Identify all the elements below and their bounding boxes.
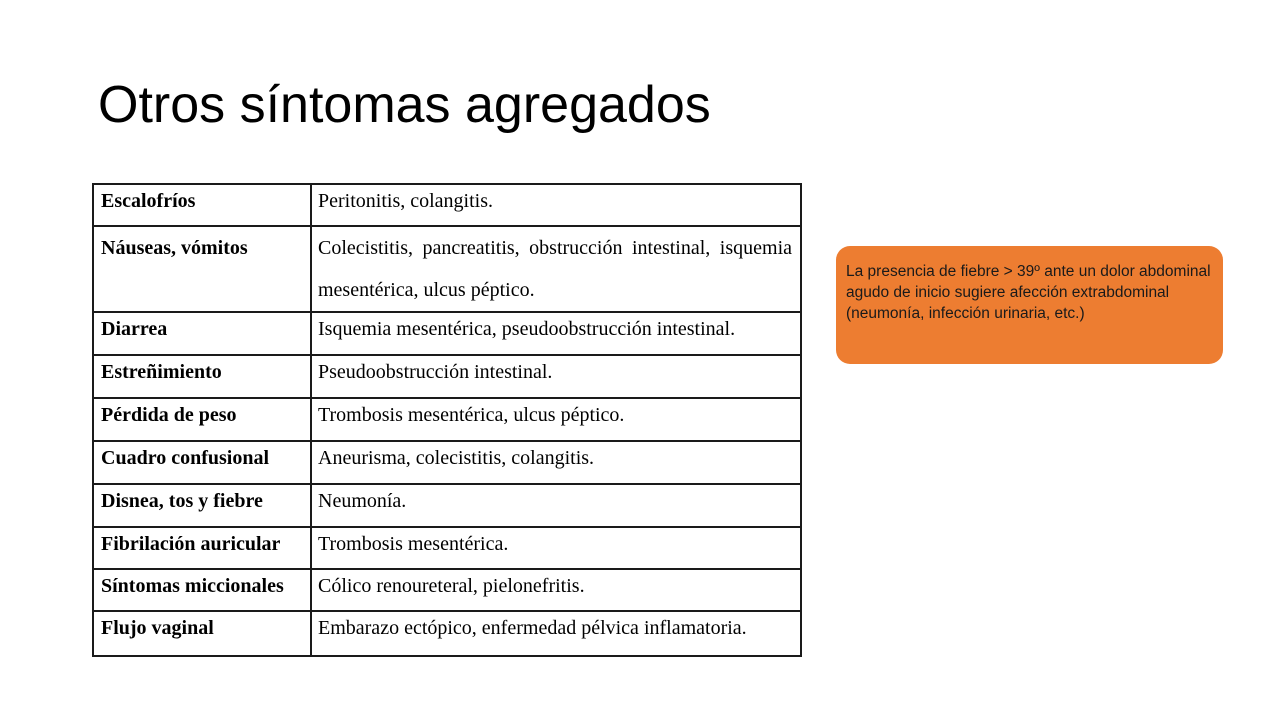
symptom-cell: Disnea, tos y fiebre bbox=[93, 484, 311, 527]
table-row bbox=[93, 484, 801, 527]
fever-note-callout bbox=[836, 246, 1223, 364]
symptom-cell: Síntomas miccionales bbox=[93, 569, 311, 611]
causes-cell: Embarazo ectópico, enfermedad pélvica inflamatoria. bbox=[311, 611, 801, 656]
causes-cell: Pseudoobstrucción intestinal. bbox=[311, 355, 801, 398]
symptom-cell: Flujo vaginal bbox=[93, 611, 311, 656]
table-row bbox=[93, 611, 801, 656]
callout-text: La presencia de fiebre > 39º ante un dolor abdominal agudo de inicio sugiere afección extrabdominal (neumonía, infección urinaria, etc.) bbox=[846, 263, 1211, 322]
causes-cell: Aneurisma, colecistitis, colangitis. bbox=[311, 441, 801, 484]
symptom-cell: Estreñimiento bbox=[93, 355, 311, 398]
causes-cell: Colecistitis, pancreatitis, obstrucción intestinal, isquemia mesentérica, ulcus péptico. bbox=[311, 226, 801, 312]
table-row bbox=[93, 226, 801, 312]
causes-cell: Cólico renoureteral, pielonefritis. bbox=[311, 569, 801, 611]
symptom-cell: Fibrilación auricular bbox=[93, 527, 311, 569]
table-row bbox=[93, 441, 801, 484]
causes-cell: Trombosis mesentérica. bbox=[311, 527, 801, 569]
causes-cell: Trombosis mesentérica, ulcus péptico. bbox=[311, 398, 801, 441]
causes-cell: Neumonía. bbox=[311, 484, 801, 527]
causes-cell: Isquemia mesentérica, pseudoobstrucción intestinal. bbox=[311, 312, 801, 355]
table-row bbox=[93, 398, 801, 441]
symptoms-table bbox=[92, 183, 802, 657]
table-row bbox=[93, 355, 801, 398]
table-row bbox=[93, 569, 801, 611]
symptom-cell: Escalofríos bbox=[93, 184, 311, 226]
table-row bbox=[93, 312, 801, 355]
slide-title: Otros síntomas agregados bbox=[98, 76, 711, 134]
symptom-cell: Diarrea bbox=[93, 312, 311, 355]
causes-cell: Peritonitis, colangitis. bbox=[311, 184, 801, 226]
symptom-cell: Cuadro confusional bbox=[93, 441, 311, 484]
symptom-cell: Náuseas, vómitos bbox=[93, 226, 311, 312]
table-row bbox=[93, 527, 801, 569]
table-row bbox=[93, 184, 801, 226]
symptom-cell: Pérdida de peso bbox=[93, 398, 311, 441]
